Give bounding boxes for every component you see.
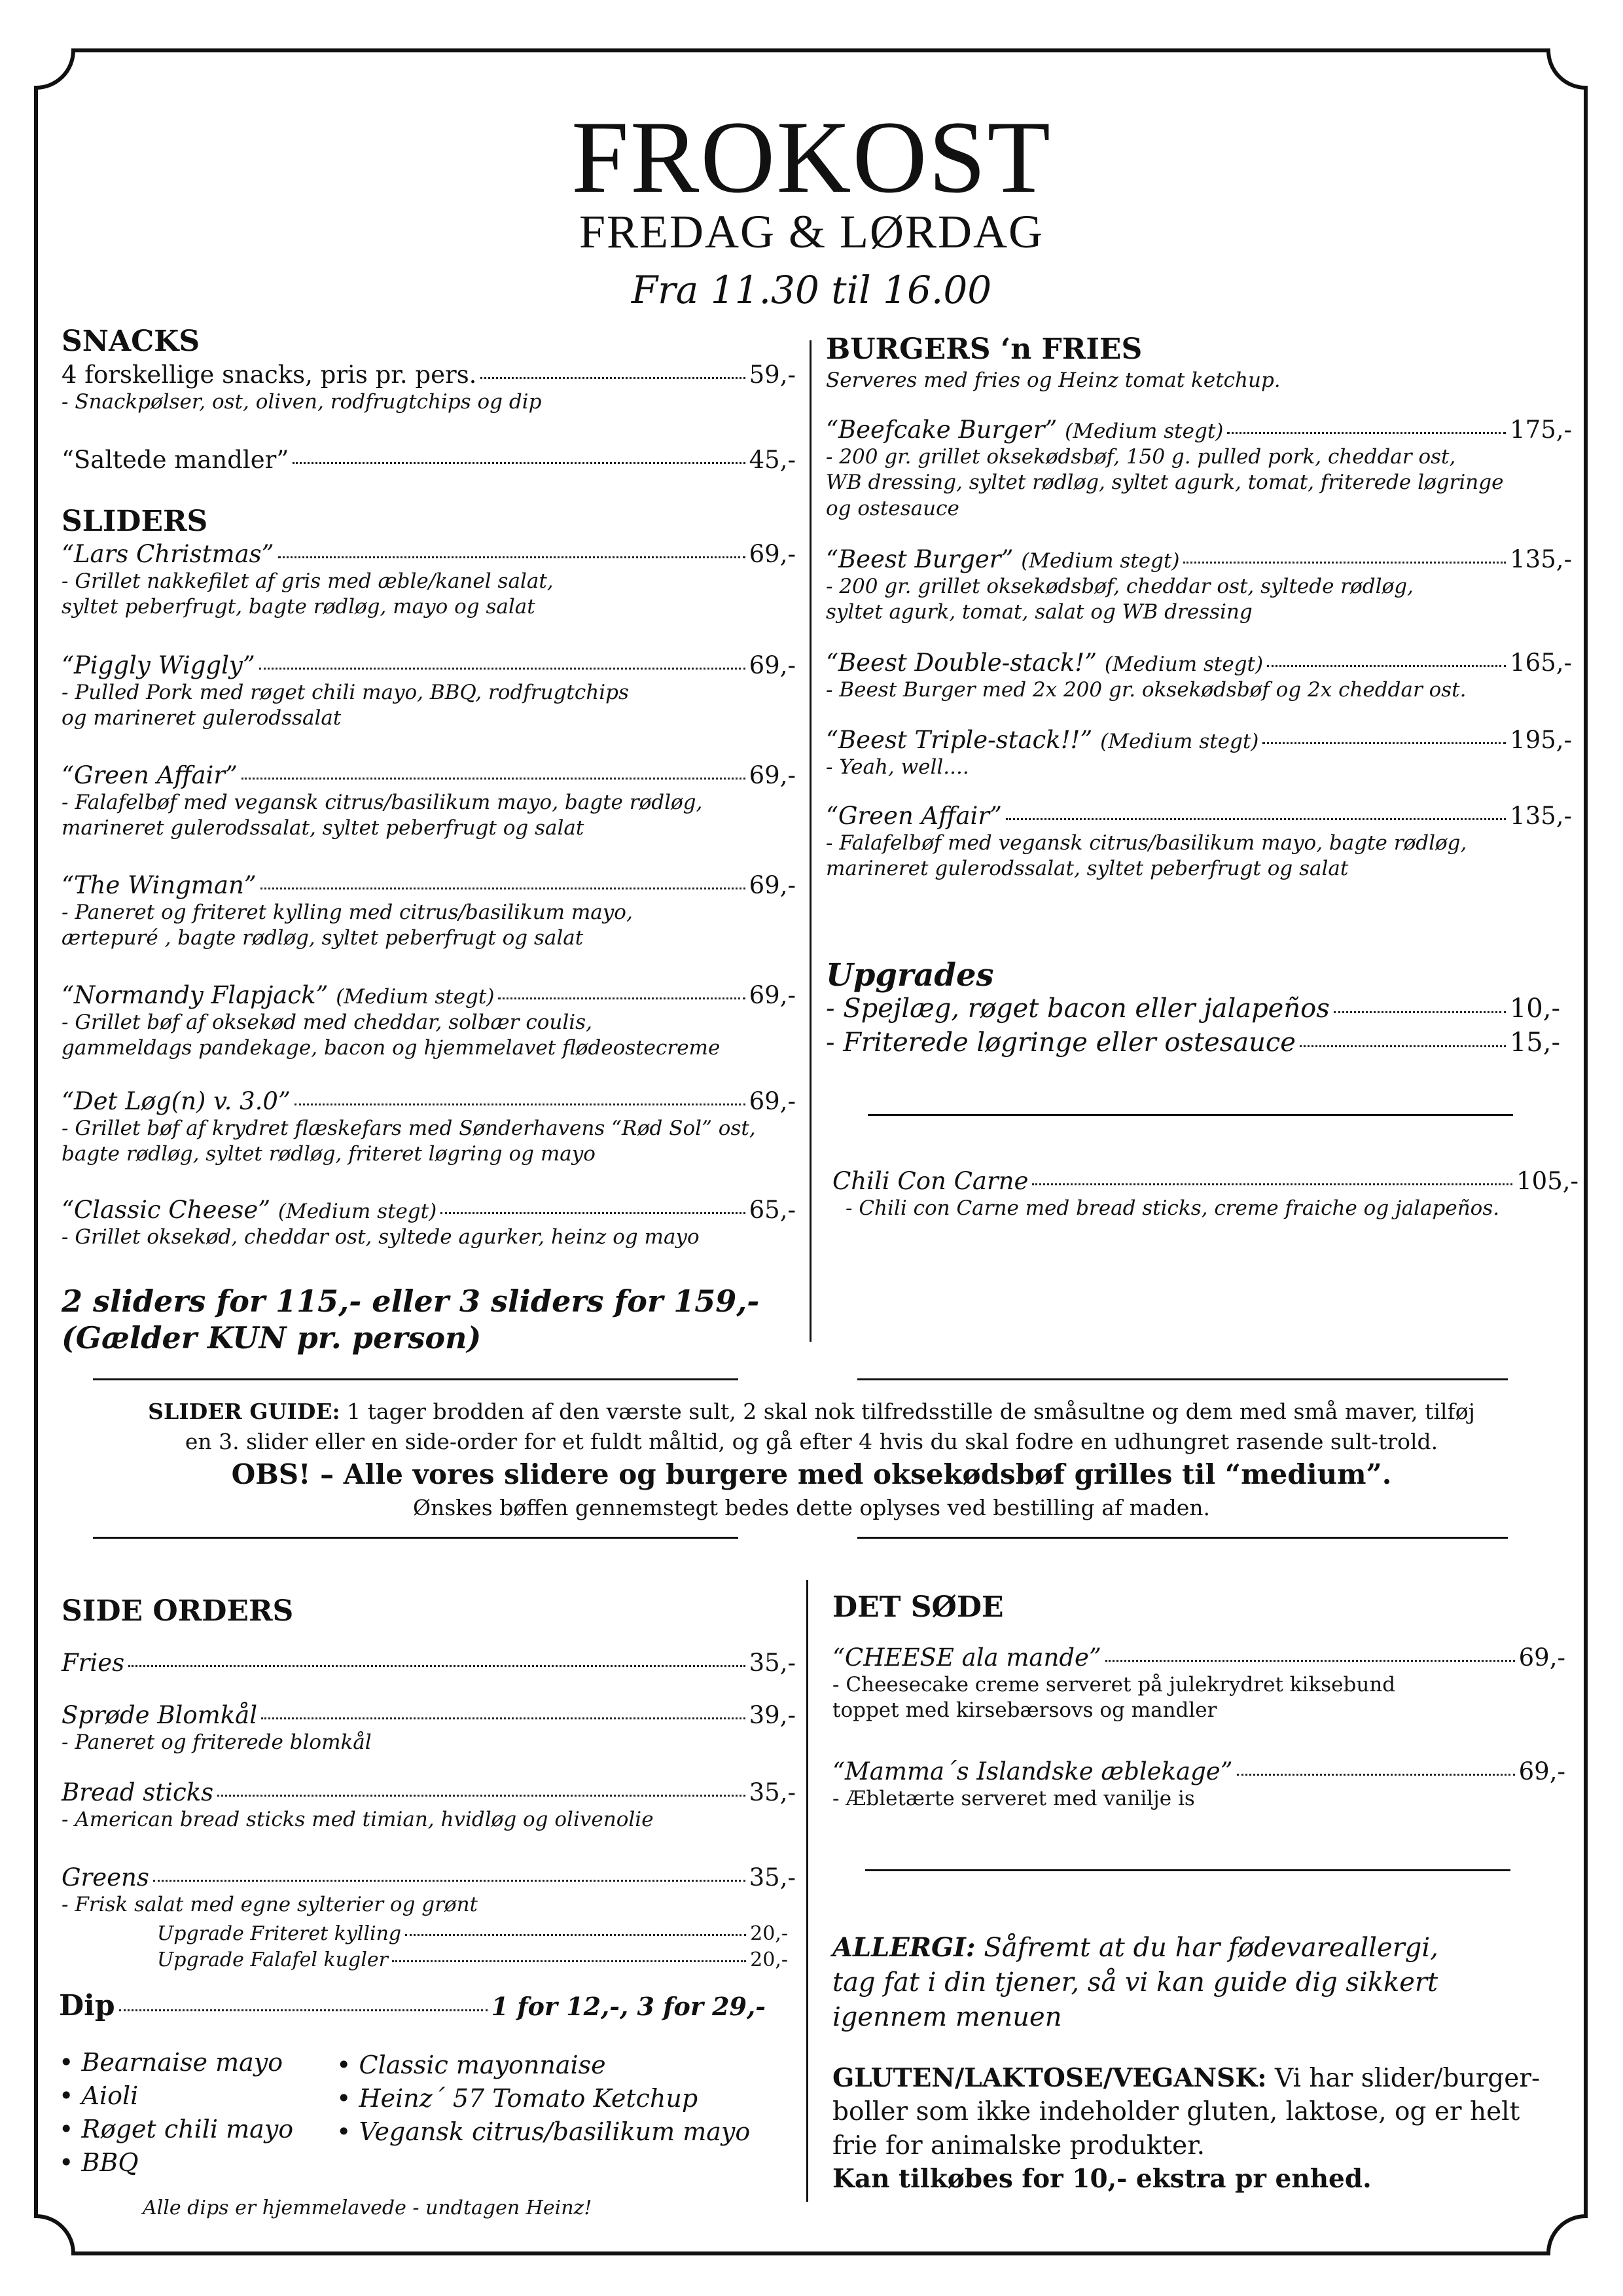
leader-dots bbox=[1183, 562, 1506, 564]
item-description: - 200 gr. grillet oksekødsbøf, 150 g. pulled pork, cheddar ost, WB dressing, syltet rødløg, syltet agurk, tomat, friterede løgringe og ostesauce bbox=[826, 444, 1504, 520]
dessert-item bbox=[832, 1644, 1565, 1724]
dip-option: • Classic mayonnaise bbox=[336, 2051, 606, 2079]
leader-dots bbox=[1237, 1774, 1515, 1776]
item-name: “Classic Cheese” bbox=[62, 1196, 271, 1224]
leader-dots bbox=[1105, 1660, 1515, 1662]
gluten-price-note: Kan tilkøbes for 10,- ekstra pr enhed. bbox=[832, 2164, 1372, 2195]
leader-dots bbox=[261, 1717, 745, 1719]
section-divider bbox=[93, 1378, 738, 1380]
item-description: - Grillet oksekød, cheddar ost, syltede agurker, heinz og mayo bbox=[62, 1225, 700, 1249]
slider-guide-text: 1 tager brodden af den værste sult, 2 skal nok tilfredsstille de småsultne og dem med små maver, tilføj bbox=[340, 1399, 1475, 1424]
section-divider bbox=[857, 1537, 1508, 1539]
leader-dots bbox=[1334, 1011, 1506, 1013]
leader-dots bbox=[260, 888, 745, 889]
allergy-text: igennem menuen bbox=[832, 2001, 1062, 2032]
leader-dots bbox=[498, 997, 745, 999]
item-name: Upgrade Falafel kugler bbox=[157, 1948, 388, 1971]
section-divider bbox=[857, 1378, 1508, 1380]
item-description: - Snackpølser, ost, oliven, rodfrugtchips og dip bbox=[62, 389, 542, 414]
item-price: 59,- bbox=[749, 361, 796, 389]
item-description: - Pulled Pork med røget chili mayo, BBQ, rodfrugtchips og marineret gulerodssalat bbox=[62, 680, 629, 730]
leader-dots bbox=[294, 1103, 745, 1105]
item-price: 1 for 12,-, 3 for 29,- bbox=[491, 1992, 766, 2021]
gluten-text: Vi har slider/burger- bbox=[1266, 2064, 1541, 2093]
dip-option: • Røget chili mayo bbox=[59, 2114, 294, 2144]
slider-item bbox=[62, 762, 796, 842]
item-description: - Paneret og friterede blomkål bbox=[62, 1730, 372, 1754]
item-description: - Cheesecake creme serveret på julekrydret kiksebund toppet med kirsebærsovs og mandler bbox=[832, 1672, 1396, 1723]
side-upgrade-item bbox=[157, 1949, 788, 1972]
leader-dots bbox=[153, 1880, 745, 1882]
item-price: 15,- bbox=[1509, 1028, 1560, 1058]
gluten-text: boller som ikke indeholder gluten, laktose, og er helt bbox=[832, 2097, 1520, 2127]
column-divider bbox=[810, 340, 812, 1342]
allergy-text: tag fat i din tjener, så vi kan guide dig sikkert bbox=[832, 1967, 1438, 1998]
leader-dots bbox=[119, 2009, 488, 2011]
dip-option: • Vegansk citrus/basilikum mayo bbox=[336, 2117, 751, 2146]
side-item bbox=[62, 1702, 796, 1755]
slider-guide bbox=[0, 1397, 1623, 1523]
item-name: “The Wingman” bbox=[62, 871, 257, 899]
item-name: Dip bbox=[59, 1989, 115, 2022]
leader-dots bbox=[259, 668, 745, 670]
item-name: - Friterede løgringe eller ostesauce bbox=[826, 1028, 1296, 1058]
item-description: - Grillet bøf af krydret flæskefars med Sønderhavens “Rød Sol” ost, bagte rødløg, syltet rødløg, friteret løgring og mayo bbox=[62, 1116, 756, 1166]
item-name: - Spejlæg, røget bacon eller jalapeños bbox=[826, 994, 1330, 1024]
item-name: “Det Løg(n) v. 3.0” bbox=[62, 1087, 291, 1115]
item-price: 135,- bbox=[1510, 545, 1572, 573]
item-price: 69,- bbox=[749, 981, 796, 1009]
item-price: 39,- bbox=[749, 1701, 796, 1729]
item-name: “Normandy Flapjack” bbox=[62, 981, 329, 1009]
item-name: Upgrade Friteret kylling bbox=[157, 1922, 402, 1945]
item-name: “Green Affair” bbox=[826, 802, 1002, 830]
item-description: - Paneret og friteret kylling med citrus/basilikum mayo, ærtepuré , bagte rødløg, syltet peberfrugt og salat bbox=[62, 900, 633, 950]
leader-dots bbox=[1262, 742, 1506, 744]
leader-dots bbox=[480, 377, 745, 379]
item-price: 105,- bbox=[1516, 1167, 1578, 1195]
leader-dots bbox=[278, 556, 745, 558]
item-description: - Æbletærte serveret med vanilje is bbox=[832, 1786, 1195, 1810]
dip-option: • BBQ bbox=[59, 2147, 139, 2177]
item-name: “Green Affair” bbox=[62, 761, 238, 789]
burgers-heading: BURGERS ‘n FRIES bbox=[826, 332, 1143, 366]
item-name: Sprøde Blomkål bbox=[62, 1701, 258, 1729]
slider-offer-condition: (Gælder KUN pr. person) bbox=[62, 1320, 482, 1356]
item-name: “Beest Burger” bbox=[826, 545, 1014, 573]
snacks-heading: SNACKS bbox=[62, 325, 200, 358]
snacks-item bbox=[62, 361, 796, 415]
leader-dots bbox=[128, 1665, 745, 1667]
gluten-label: GLUTEN/LAKTOSE/VEGANSK: bbox=[832, 2063, 1267, 2093]
dip-option: • Bearnaise mayo bbox=[59, 2048, 283, 2077]
section-divider bbox=[868, 1114, 1513, 1116]
item-name: “Beest Double-stack!” bbox=[826, 649, 1097, 677]
snacks-item bbox=[62, 446, 796, 475]
leader-dots bbox=[392, 1960, 746, 1962]
item-note: (Medium stegt) bbox=[1021, 549, 1180, 573]
item-note: (Medium stegt) bbox=[1065, 420, 1224, 443]
dip-option: • Heinz´ 57 Tomato Ketchup bbox=[336, 2083, 698, 2113]
item-price: 65,- bbox=[749, 1196, 796, 1224]
dip-note: Alle dips er hjemmelavede - undtagen Heinz! bbox=[143, 2197, 592, 2219]
dip-item bbox=[59, 1990, 766, 2023]
item-description: - Chili con Carne med bread sticks, creme fraiche og jalapeños. bbox=[846, 1196, 1500, 1220]
item-price: 69,- bbox=[749, 540, 796, 568]
item-price: 69,- bbox=[749, 871, 796, 899]
item-description: - 200 gr. grillet oksekødsbøf, cheddar ost, syltede rødløg, syltet agurk, tomat, salat og WB dressing bbox=[826, 574, 1414, 624]
item-price: 195,- bbox=[1510, 726, 1572, 754]
leader-dots bbox=[1267, 665, 1506, 667]
item-price: 165,- bbox=[1510, 649, 1572, 677]
leader-dots bbox=[1300, 1045, 1506, 1047]
item-description: - Frisk salat med egne sylterier og grønt bbox=[62, 1892, 478, 1916]
slider-guide-label: SLIDER GUIDE: bbox=[148, 1399, 340, 1424]
side-upgrade-item bbox=[157, 1923, 788, 1946]
leader-dots bbox=[405, 1934, 746, 1936]
sliders-heading: SLIDERS bbox=[62, 505, 208, 538]
slider-item bbox=[62, 1196, 796, 1250]
item-price: 45,- bbox=[749, 446, 796, 474]
allergy-text: Såfremt at du har fødevareallergi, bbox=[975, 1933, 1438, 1963]
item-name: Fries bbox=[62, 1649, 125, 1677]
page-title: FROKOST bbox=[571, 100, 1052, 215]
item-price: 69,- bbox=[749, 761, 796, 789]
column-divider bbox=[806, 1580, 808, 2202]
item-price: 35,- bbox=[749, 1863, 796, 1892]
item-name: 4 forskellige snacks, pris pr. pers. bbox=[62, 361, 477, 389]
upgrade-item bbox=[826, 994, 1560, 1024]
slider-guide-text: en 3. slider eller en side-order for et fuldt måltid, og gå efter 4 hvis du skal fodre en udhungret rasende sult-trold. bbox=[185, 1429, 1438, 1455]
item-name: “Piggly Wiggly” bbox=[62, 651, 255, 679]
slider-item bbox=[62, 1088, 796, 1168]
item-description: - Falafelbøf med vegansk citrus/basilikum mayo, bagte rødløg, marineret gulerodssalat, syltet peberfrugt og salat bbox=[826, 831, 1467, 881]
burger-item bbox=[826, 726, 1572, 780]
allergy-note bbox=[832, 1931, 1438, 2034]
item-price: 69,- bbox=[1518, 1643, 1565, 1672]
burger-item bbox=[826, 416, 1572, 522]
welldone-notice: Ønskes bøffen gennemstegt bedes dette oplyses ved bestilling af maden. bbox=[413, 1494, 1210, 1520]
slider-offer bbox=[62, 1283, 759, 1356]
item-price: 35,- bbox=[749, 1778, 796, 1806]
slider-item bbox=[62, 872, 796, 952]
dessert-heading: DET SØDE bbox=[832, 1590, 1004, 1624]
side-item bbox=[62, 1779, 796, 1833]
dessert-item bbox=[832, 1758, 1565, 1812]
item-name: “Beest Triple-stack!!” bbox=[826, 726, 1093, 754]
item-description: - Falafelbøf med vegansk citrus/basilikum mayo, bagte rødløg, marineret gulerodssalat, syltet peberfrugt og salat bbox=[62, 790, 703, 840]
item-price: 69,- bbox=[1518, 1757, 1565, 1785]
leader-dots bbox=[241, 778, 745, 780]
item-name: “Mamma´s Islandske æblekage” bbox=[832, 1757, 1233, 1785]
item-price: 135,- bbox=[1510, 802, 1572, 830]
item-name: “CHEESE ala mande” bbox=[832, 1643, 1101, 1672]
leader-dots bbox=[1006, 818, 1506, 820]
upgrades-heading: Upgrades bbox=[826, 957, 994, 994]
slider-item bbox=[62, 541, 796, 620]
item-name: “Saltede mandler” bbox=[62, 446, 289, 474]
slider-item bbox=[62, 982, 796, 1062]
item-name: Chili Con Carne bbox=[832, 1167, 1029, 1195]
page-subtitle: FREDAG & LØRDAG bbox=[579, 206, 1044, 258]
section-divider bbox=[865, 1869, 1510, 1871]
item-description: - Grillet nakkefilet af gris med æble/kanel salat, syltet peberfrugt, bagte rødløg, mayo og salat bbox=[62, 569, 554, 619]
item-description: - Yeah, well.... bbox=[826, 755, 969, 779]
serving-hours: Fra 11.30 til 16.00 bbox=[631, 268, 992, 312]
side-item bbox=[62, 1649, 796, 1677]
side-item bbox=[62, 1864, 796, 1918]
slider-item bbox=[62, 652, 796, 732]
leader-dots bbox=[217, 1795, 745, 1797]
medium-notice: OBS! – Alle vores slidere og burgere med oksekødsbøf grilles til “medium”. bbox=[231, 1458, 1392, 1491]
item-note: (Medium stegt) bbox=[277, 1200, 437, 1223]
leader-dots bbox=[440, 1212, 745, 1214]
chili-item bbox=[832, 1168, 1578, 1221]
item-note: (Medium stegt) bbox=[1100, 730, 1259, 753]
item-name: “Beefcake Burger” bbox=[826, 416, 1058, 444]
upgrade-item bbox=[826, 1028, 1560, 1058]
dip-option: • Aioli bbox=[59, 2081, 139, 2110]
leader-dots bbox=[293, 462, 745, 464]
gluten-text: frie for animalske produkter. bbox=[832, 2130, 1205, 2161]
item-name: Bread sticks bbox=[62, 1778, 214, 1806]
leader-dots bbox=[1227, 432, 1506, 434]
item-note: (Medium stegt) bbox=[1104, 653, 1264, 676]
allergy-label: ALLERGI: bbox=[832, 1932, 976, 1963]
item-note: (Medium stegt) bbox=[336, 985, 495, 1009]
item-price: 35,- bbox=[749, 1649, 796, 1677]
burger-item bbox=[826, 546, 1572, 626]
sides-heading: SIDE ORDERS bbox=[62, 1594, 294, 1628]
item-price: 175,- bbox=[1510, 416, 1572, 444]
dip-list-left bbox=[59, 2046, 293, 2179]
item-description: - Beest Burger med 2x 200 gr. oksekødsbøf og 2x cheddar ost. bbox=[826, 677, 1467, 702]
burger-item bbox=[826, 802, 1572, 882]
item-description: - Grillet bøf af oksekød med cheddar, solbær coulis, gammeldags pandekage, bacon og hjemmelavet flødeostecreme bbox=[62, 1010, 721, 1060]
item-price: 10,- bbox=[1509, 994, 1560, 1024]
burgers-subheading: Serveres med fries og Heinz tomat ketchup. bbox=[826, 368, 1281, 392]
item-name: “Lars Christmas” bbox=[62, 540, 274, 568]
item-price: 69,- bbox=[749, 651, 796, 679]
burger-item bbox=[826, 649, 1572, 703]
slider-offer-price: 2 sliders for 115,- eller 3 sliders for 159,- bbox=[62, 1283, 760, 1319]
gluten-note bbox=[832, 2062, 1540, 2197]
item-price: 69,- bbox=[749, 1087, 796, 1115]
item-description: - American bread sticks med timian, hvidløg og olivenolie bbox=[62, 1807, 654, 1831]
section-divider bbox=[93, 1537, 738, 1539]
item-price: 20,- bbox=[750, 1922, 788, 1945]
item-price: 20,- bbox=[750, 1948, 788, 1971]
dip-list-right bbox=[336, 2049, 750, 2149]
item-name: Greens bbox=[62, 1863, 149, 1892]
leader-dots bbox=[1032, 1183, 1512, 1185]
